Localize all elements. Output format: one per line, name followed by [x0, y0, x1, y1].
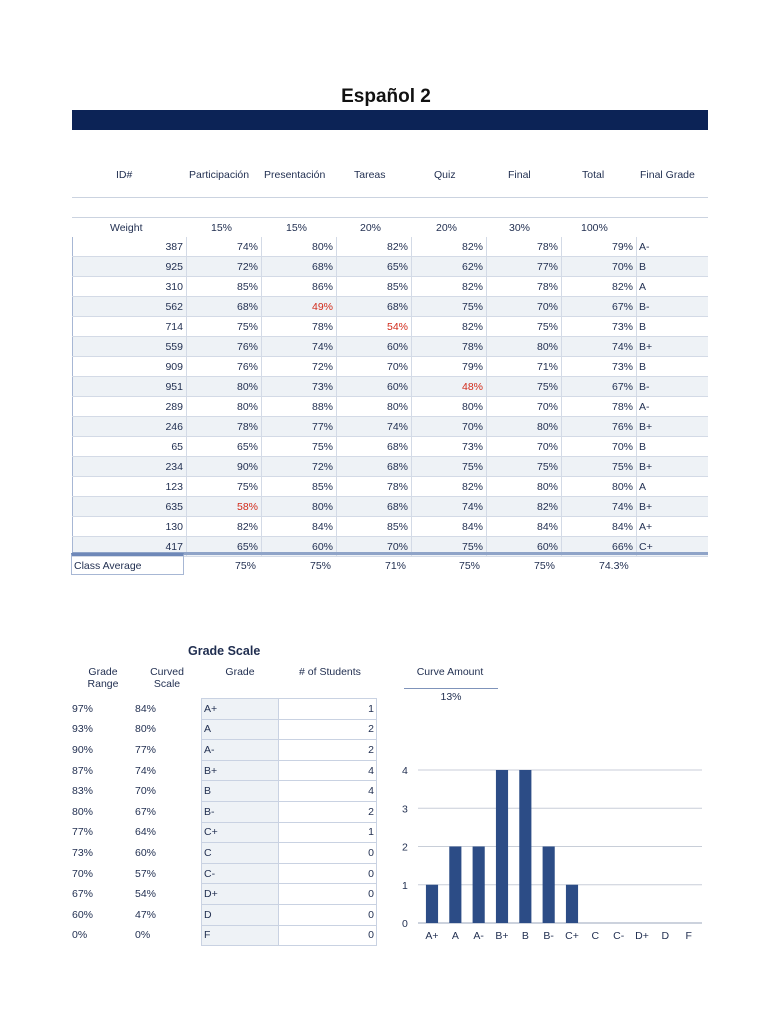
scale-grade: A+ — [202, 699, 279, 720]
scale-student-count: 0 — [279, 904, 377, 925]
scale-grade: B — [202, 781, 279, 802]
scale-curved: 0% — [135, 929, 151, 942]
score-total: 79% — [562, 237, 637, 257]
class-average-quiz: 75% — [459, 560, 481, 572]
scale-grade-range: 0% — [72, 929, 88, 942]
class-average-total: 74.3% — [599, 560, 629, 572]
score-participacion: 72% — [187, 257, 262, 277]
score-quiz: 75% — [412, 297, 487, 317]
score-presentacion: 72% — [262, 457, 337, 477]
score-presentacion: 74% — [262, 337, 337, 357]
scale-grade-range: 97% — [72, 702, 94, 715]
table-row — [73, 437, 709, 457]
y-tick-label: 2 — [402, 841, 408, 854]
scale-grade-range: 60% — [72, 908, 94, 921]
score-final: 75% — [487, 457, 562, 477]
scale-grade-range: 67% — [72, 888, 94, 901]
score-final: 80% — [487, 417, 562, 437]
student-grades-table — [72, 237, 708, 557]
score-final: 60% — [487, 537, 562, 557]
scale-grade: C — [202, 843, 279, 864]
score-total: 73% — [562, 357, 637, 377]
score-participacion: 74% — [187, 237, 262, 257]
scale-curved: 80% — [135, 723, 157, 736]
score-participacion: 76% — [187, 337, 262, 357]
table-row — [73, 237, 709, 257]
student-id: 562 — [73, 297, 187, 317]
score-quiz: 82% — [412, 477, 487, 497]
scale-grade: A — [202, 719, 279, 740]
final-grade: B+ — [637, 417, 709, 437]
table-row — [72, 822, 377, 843]
score-final: 70% — [487, 297, 562, 317]
col-header-final-grade: Final Grade — [640, 169, 695, 181]
final-grade: A — [637, 277, 709, 297]
scale-grade: A- — [202, 740, 279, 761]
scale-curved: 47% — [135, 908, 157, 921]
final-grade: A- — [637, 237, 709, 257]
class-average-presentacion: 75% — [310, 560, 332, 572]
score-total: 67% — [562, 297, 637, 317]
x-tick-label: A — [451, 930, 459, 942]
score-presentacion: 75% — [262, 437, 337, 457]
score-presentacion: 85% — [262, 477, 337, 497]
weight-label: Weight — [110, 222, 143, 234]
x-tick-label: F — [685, 930, 692, 942]
x-tick-label: C — [591, 930, 600, 942]
score-final: 80% — [487, 477, 562, 497]
score-presentacion: 77% — [262, 417, 337, 437]
table-row — [72, 884, 377, 905]
student-id: 635 — [73, 497, 187, 517]
scale-grade-range: 87% — [72, 764, 94, 777]
score-quiz: 79% — [412, 357, 487, 377]
scale-curved: 60% — [135, 846, 157, 859]
student-id: 714 — [73, 317, 187, 337]
score-quiz: 82% — [412, 277, 487, 297]
score-final: 82% — [487, 497, 562, 517]
score-presentacion: 72% — [262, 357, 337, 377]
score-participacion: 76% — [187, 357, 262, 377]
score-presentacion: 84% — [262, 517, 337, 537]
header-divider — [72, 197, 708, 198]
curve-amount-label: Curve Amount — [416, 666, 484, 678]
score-total: 73% — [562, 317, 637, 337]
curve-underline — [404, 688, 498, 689]
scale-student-count: 2 — [279, 740, 377, 761]
final-grade: B- — [637, 297, 709, 317]
score-tareas: 85% — [337, 517, 412, 537]
score-final: 71% — [487, 357, 562, 377]
score-total: 80% — [562, 477, 637, 497]
col-header-id: ID# — [116, 169, 133, 181]
score-participacion: 65% — [187, 537, 262, 557]
score-participacion: 85% — [187, 277, 262, 297]
table-row — [73, 497, 709, 517]
y-tick-label: 4 — [402, 765, 408, 777]
score-total: 66% — [562, 537, 637, 557]
grade-scale-table — [72, 698, 377, 946]
weight-participacion: 15% — [211, 222, 233, 234]
col-header-tareas: Tareas — [354, 169, 386, 181]
score-final: 70% — [487, 397, 562, 417]
scale-grade-range: 90% — [72, 743, 94, 756]
weight-quiz: 20% — [436, 222, 458, 234]
table-row — [73, 257, 709, 277]
score-total: 78% — [562, 397, 637, 417]
table-row — [73, 357, 709, 377]
score-participacion: 80% — [187, 397, 262, 417]
score-quiz: 74% — [412, 497, 487, 517]
scale-grade: D+ — [202, 884, 279, 905]
scale-grade: C- — [202, 863, 279, 884]
bar-A- — [473, 847, 485, 924]
final-grade: B+ — [637, 497, 709, 517]
table-row — [72, 719, 377, 740]
title-banner — [72, 110, 708, 130]
student-id: 310 — [73, 277, 187, 297]
table-row — [72, 760, 377, 781]
col-header-quiz: Quiz — [434, 169, 456, 181]
final-grade: B- — [637, 377, 709, 397]
grade-distribution-chart — [390, 755, 710, 950]
weight-final: 30% — [509, 222, 531, 234]
scale-student-count: 4 — [279, 781, 377, 802]
score-quiz: 82% — [412, 237, 487, 257]
table-row — [73, 397, 709, 417]
scale-curved: 54% — [135, 888, 157, 901]
y-tick-label: 0 — [402, 918, 408, 930]
x-tick-label: D — [661, 930, 670, 942]
page-title: Español 2 — [341, 86, 431, 107]
x-tick-label: B — [521, 930, 529, 942]
score-quiz: 80% — [412, 397, 487, 417]
scale-student-count: 1 — [279, 699, 377, 720]
scale-header-range: Grade Range — [87, 666, 119, 690]
score-tareas: 70% — [337, 357, 412, 377]
score-total: 76% — [562, 417, 637, 437]
score-tareas: 78% — [337, 477, 412, 497]
col-header-presentacion: Presentación — [264, 169, 326, 181]
scale-curved: 77% — [135, 743, 157, 756]
scale-grade-range: 83% — [72, 785, 94, 798]
scale-header-curved: Curved Scale — [150, 666, 184, 690]
col-header-total: Total — [582, 169, 605, 181]
scale-grade: B- — [202, 801, 279, 822]
x-tick-label: D+ — [635, 930, 649, 942]
student-id: 925 — [73, 257, 187, 277]
score-quiz: 48% — [412, 377, 487, 397]
score-quiz: 84% — [412, 517, 487, 537]
scale-curved: 64% — [135, 826, 157, 839]
score-tareas: 68% — [337, 497, 412, 517]
bar-C+ — [566, 885, 578, 923]
table-row — [73, 477, 709, 497]
weight-presentacion: 15% — [286, 222, 308, 234]
score-tareas: 68% — [337, 437, 412, 457]
scale-student-count: 0 — [279, 884, 377, 905]
scale-grade-range: 73% — [72, 846, 94, 859]
scale-grade: C+ — [202, 822, 279, 843]
table-row — [73, 377, 709, 397]
bar-B- — [543, 847, 555, 924]
x-tick-label: C- — [613, 930, 625, 942]
score-tareas: 74% — [337, 417, 412, 437]
score-final: 84% — [487, 517, 562, 537]
scale-header-grade: Grade — [225, 666, 255, 678]
score-participacion: 80% — [187, 377, 262, 397]
score-participacion: 82% — [187, 517, 262, 537]
student-id: 123 — [73, 477, 187, 497]
final-grade: B — [637, 437, 709, 457]
score-total: 82% — [562, 277, 637, 297]
score-total: 70% — [562, 437, 637, 457]
final-grade: A+ — [637, 517, 709, 537]
score-presentacion: 88% — [262, 397, 337, 417]
class-average-participacion: 75% — [235, 560, 257, 572]
final-grade: C+ — [637, 537, 709, 557]
student-id: 234 — [73, 457, 187, 477]
score-presentacion: 68% — [262, 257, 337, 277]
score-participacion: 68% — [187, 297, 262, 317]
col-header-final: Final — [508, 169, 531, 181]
scale-student-count: 2 — [279, 801, 377, 822]
score-quiz: 70% — [412, 417, 487, 437]
x-tick-label: A- — [473, 930, 484, 942]
student-id: 130 — [73, 517, 187, 537]
table-row — [73, 277, 709, 297]
score-total: 74% — [562, 337, 637, 357]
table-row — [73, 297, 709, 317]
scale-curved: 84% — [135, 702, 157, 715]
score-final: 77% — [487, 257, 562, 277]
score-presentacion: 80% — [262, 237, 337, 257]
weight-total: 100% — [581, 222, 608, 234]
score-final: 75% — [487, 377, 562, 397]
score-total: 74% — [562, 497, 637, 517]
score-tareas: 80% — [337, 397, 412, 417]
scale-student-count: 0 — [279, 863, 377, 884]
class-average-final: 75% — [534, 560, 556, 572]
student-id: 387 — [73, 237, 187, 257]
final-grade: A — [637, 477, 709, 497]
scale-student-count: 2 — [279, 719, 377, 740]
score-tareas: 60% — [337, 337, 412, 357]
score-tareas: 68% — [337, 457, 412, 477]
scale-curved: 70% — [135, 785, 157, 798]
final-grade: B — [637, 317, 709, 337]
scale-grade: B+ — [202, 760, 279, 781]
score-tareas: 60% — [337, 377, 412, 397]
x-tick-label: C+ — [565, 930, 579, 942]
col-header-participacion: Participación — [189, 169, 250, 181]
score-quiz: 75% — [412, 457, 487, 477]
bar-B — [519, 770, 531, 923]
scale-grade: D — [202, 904, 279, 925]
score-presentacion: 80% — [262, 497, 337, 517]
scale-student-count: 4 — [279, 760, 377, 781]
bar-A — [449, 847, 461, 924]
x-tick-label: A+ — [425, 930, 439, 942]
scale-curved: 67% — [135, 805, 157, 818]
score-quiz: 78% — [412, 337, 487, 357]
score-tareas: 82% — [337, 237, 412, 257]
scale-grade-range: 80% — [72, 805, 94, 818]
score-presentacion: 86% — [262, 277, 337, 297]
table-row — [73, 417, 709, 437]
scale-grade-range: 70% — [72, 867, 94, 880]
score-final: 75% — [487, 317, 562, 337]
student-id: 559 — [73, 337, 187, 357]
score-total: 84% — [562, 517, 637, 537]
score-quiz: 82% — [412, 317, 487, 337]
score-participacion: 75% — [187, 317, 262, 337]
curve-amount-value: 13% — [440, 691, 462, 703]
scale-grade-range: 93% — [72, 723, 94, 736]
table-row — [72, 843, 377, 864]
student-id: 289 — [73, 397, 187, 417]
score-tareas: 70% — [337, 537, 412, 557]
score-quiz: 62% — [412, 257, 487, 277]
scale-student-count: 0 — [279, 843, 377, 864]
table-row — [72, 925, 377, 946]
final-grade: B+ — [637, 337, 709, 357]
table-row — [72, 781, 377, 802]
score-tareas: 54% — [337, 317, 412, 337]
x-tick-label: B+ — [495, 930, 509, 942]
score-total: 70% — [562, 257, 637, 277]
scale-header-count: # of Students — [299, 666, 361, 678]
score-participacion: 90% — [187, 457, 262, 477]
final-grade: B — [637, 257, 709, 277]
table-row — [73, 457, 709, 477]
bar-B+ — [496, 770, 508, 923]
scale-student-count: 0 — [279, 925, 377, 946]
score-tareas: 68% — [337, 297, 412, 317]
weight-tareas: 20% — [360, 222, 382, 234]
score-presentacion: 78% — [262, 317, 337, 337]
score-presentacion: 60% — [262, 537, 337, 557]
bar-A+ — [426, 885, 438, 923]
score-tareas: 65% — [337, 257, 412, 277]
class-average-label: Class Average — [74, 560, 142, 572]
score-presentacion: 49% — [262, 297, 337, 317]
class-average-tareas: 71% — [385, 560, 407, 572]
score-participacion: 75% — [187, 477, 262, 497]
student-id: 417 — [73, 537, 187, 557]
score-participacion: 58% — [187, 497, 262, 517]
y-tick-label: 1 — [402, 879, 408, 892]
table-row — [73, 517, 709, 537]
table-row — [72, 699, 377, 720]
score-presentacion: 73% — [262, 377, 337, 397]
score-quiz: 75% — [412, 537, 487, 557]
y-tick-label: 3 — [402, 803, 408, 816]
score-final: 80% — [487, 337, 562, 357]
table-row — [73, 317, 709, 337]
x-tick-label: B- — [543, 930, 554, 942]
header-divider — [72, 217, 708, 218]
final-grade: B — [637, 357, 709, 377]
scale-curved: 74% — [135, 764, 157, 777]
score-quiz: 73% — [412, 437, 487, 457]
scale-grade: F — [202, 925, 279, 946]
score-final: 78% — [487, 237, 562, 257]
scale-curved: 57% — [135, 867, 157, 880]
table-row — [72, 904, 377, 925]
score-participacion: 78% — [187, 417, 262, 437]
scale-grade-range: 77% — [72, 826, 94, 839]
table-row — [72, 863, 377, 884]
score-total: 67% — [562, 377, 637, 397]
table-row — [73, 337, 709, 357]
score-tareas: 85% — [337, 277, 412, 297]
table-row — [72, 801, 377, 822]
final-grade: B+ — [637, 457, 709, 477]
scale-student-count: 1 — [279, 822, 377, 843]
grade-scale-title: Grade Scale — [188, 644, 261, 658]
student-id: 909 — [73, 357, 187, 377]
student-id: 246 — [73, 417, 187, 437]
student-id: 65 — [73, 437, 187, 457]
score-total: 75% — [562, 457, 637, 477]
score-participacion: 65% — [187, 437, 262, 457]
table-row — [72, 740, 377, 761]
student-id: 951 — [73, 377, 187, 397]
score-final: 70% — [487, 437, 562, 457]
score-final: 78% — [487, 277, 562, 297]
final-grade: A- — [637, 397, 709, 417]
